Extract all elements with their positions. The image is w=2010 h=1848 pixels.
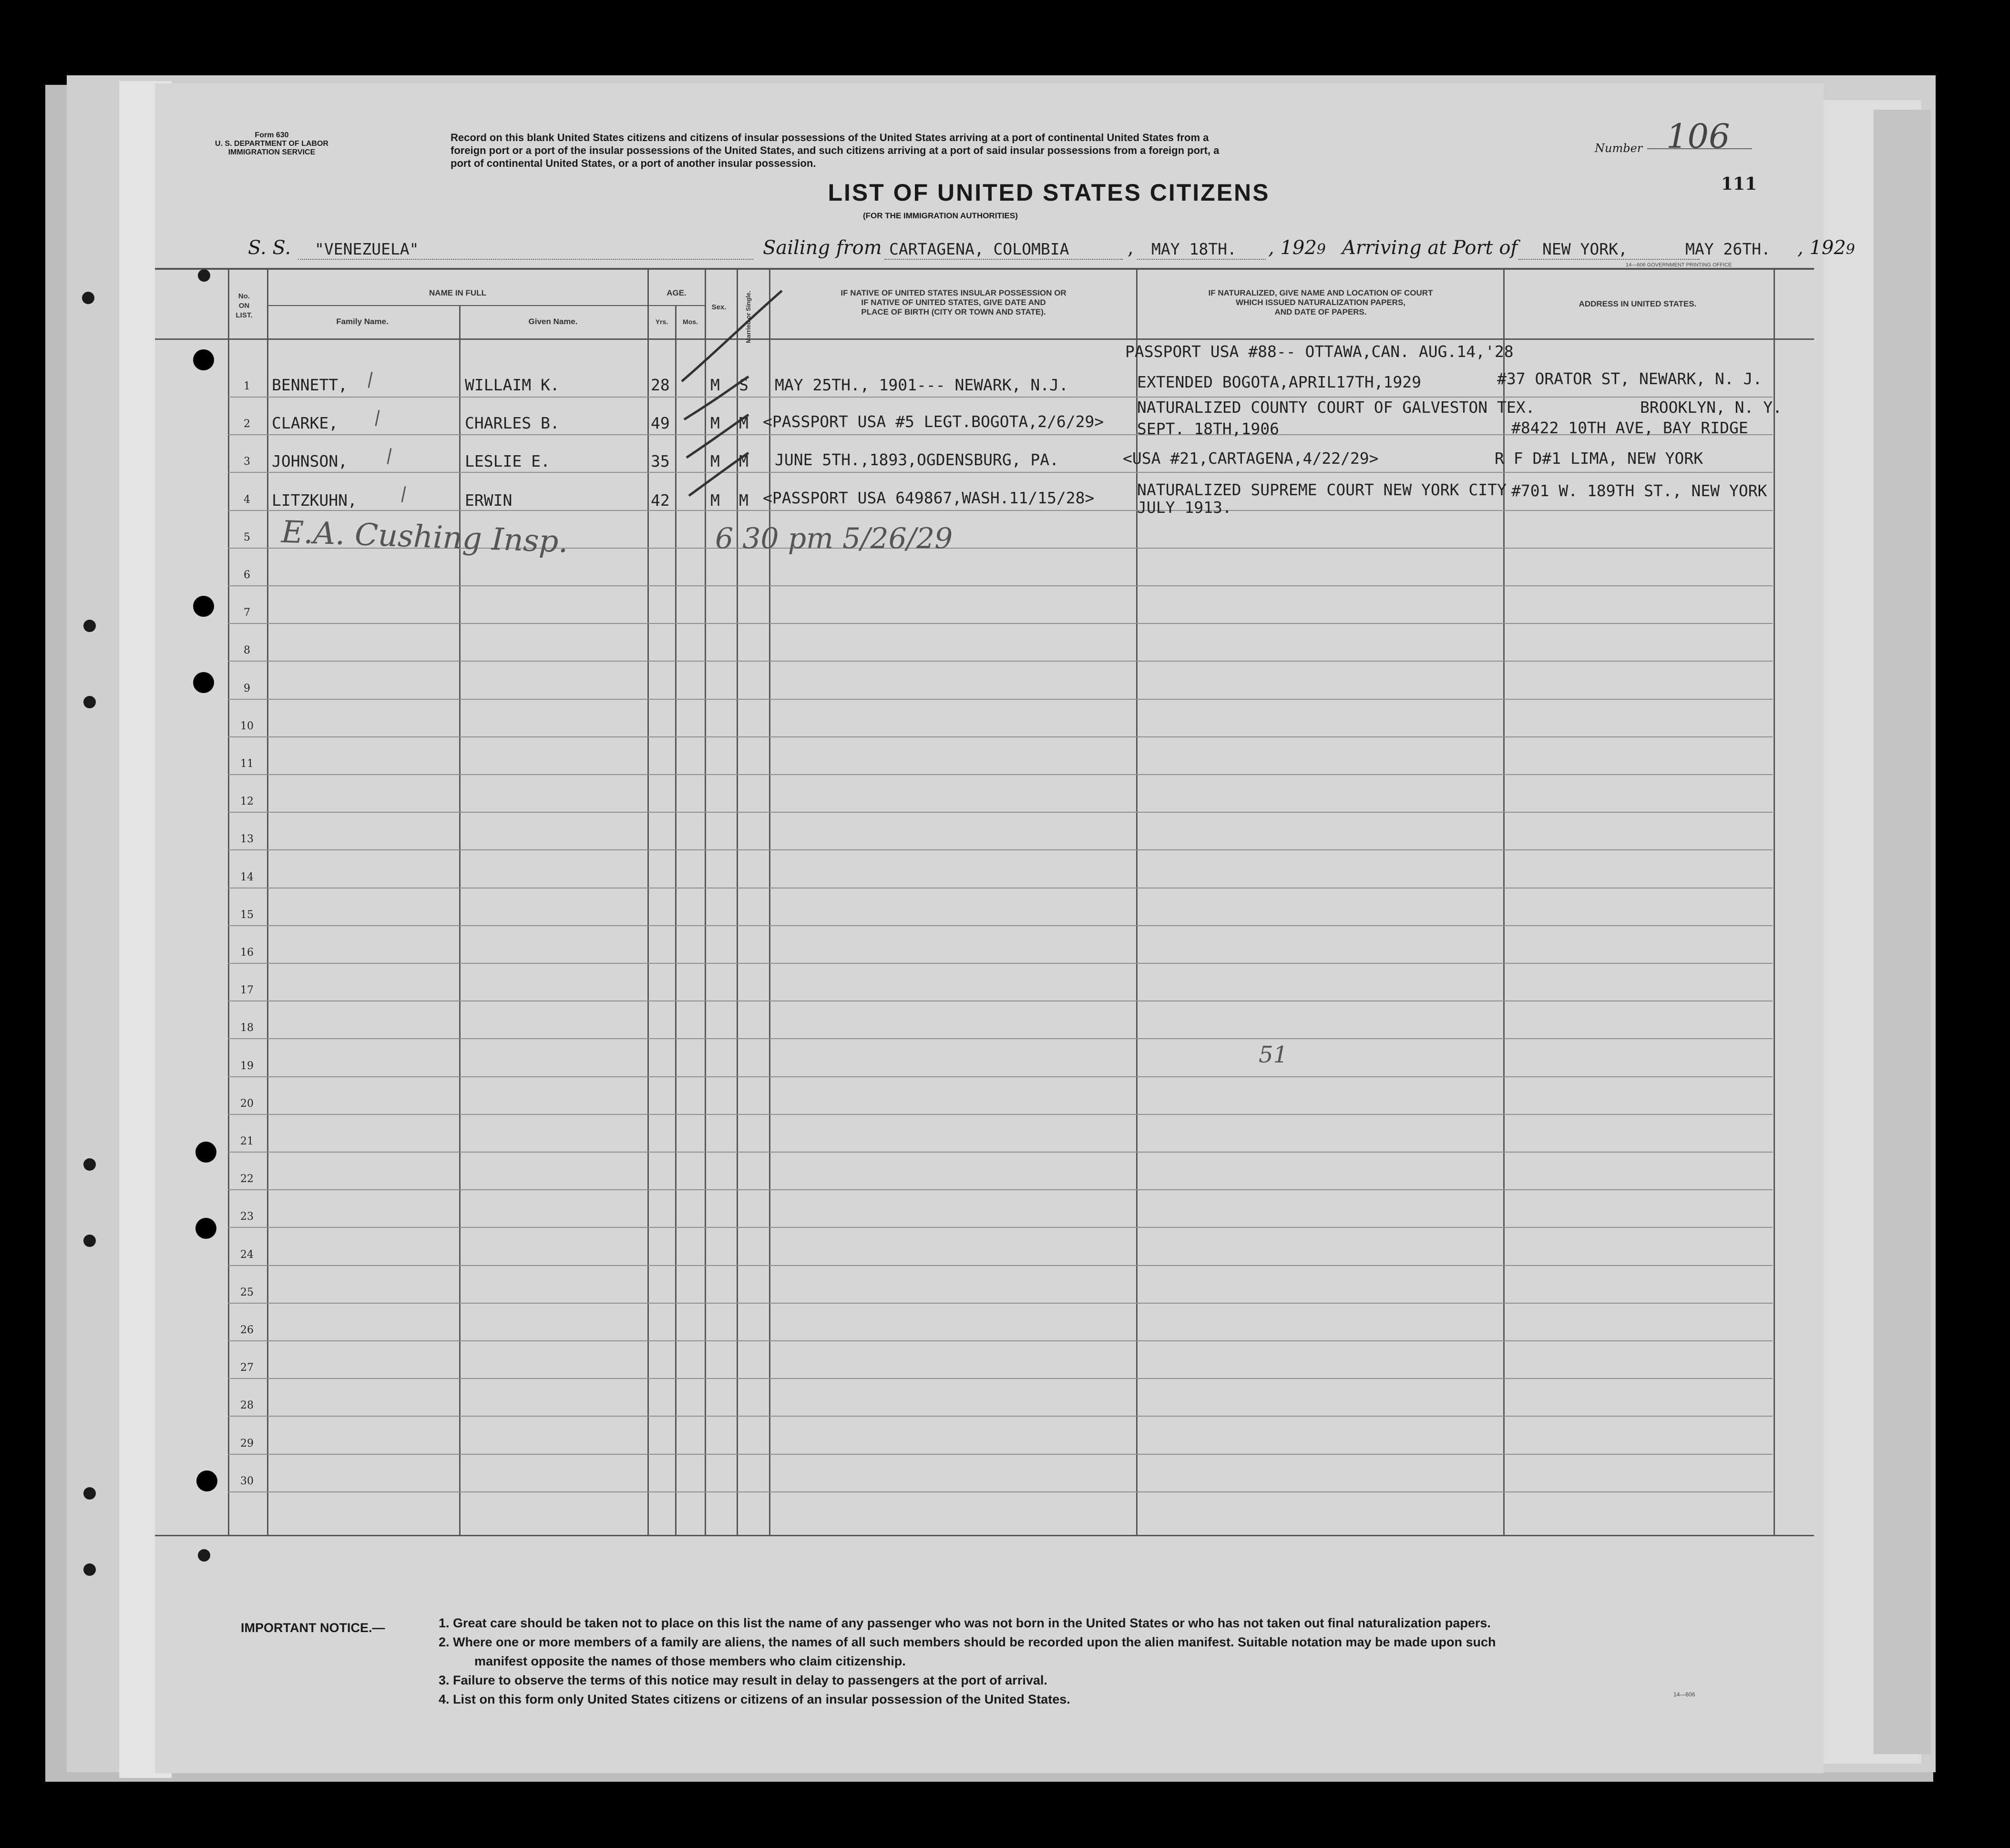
row3-age: 35	[651, 452, 670, 470]
row-line	[228, 963, 1773, 964]
row-number: 29	[240, 1437, 254, 1450]
row3-sex: M	[710, 452, 720, 470]
notice-item-3: 3. Failure to observe the terms of this notice may result in delay to passengers at the port of arrival.	[439, 1673, 1047, 1687]
row4-birth: <PASSPORT USA 649867,WASH.11/15/28>	[763, 489, 1095, 507]
row-number: 10	[240, 720, 254, 732]
notice-heading: IMPORTANT NOTICE.—	[241, 1621, 385, 1635]
row-line	[228, 1454, 1773, 1455]
header-birth: IF NATIVE OF UNITED STATES INSULAR POSSESSION OR IF NATIVE OF UNITED STATES, GIVE DATE AND PLACE OF BIRTH (CITY OR TOWN AND STATE).	[841, 288, 1067, 317]
row1-age: 28	[651, 376, 670, 394]
row1-birth: MAY 25TH., 1901--- NEWARK, N.J.	[775, 376, 1068, 394]
row3-address: R F D#1 LIMA, NEW YORK	[1495, 449, 1703, 468]
binder-hole	[193, 596, 214, 617]
row-line	[228, 1189, 1773, 1190]
row2-birth: <PASSPORT USA #5 LEGT.BOGOTA,2/6/29>	[763, 412, 1104, 431]
row-line	[228, 774, 1773, 775]
sailing-date: MAY 18TH.	[1151, 240, 1237, 258]
header-sex: Sex.	[711, 303, 727, 311]
row-line	[228, 1340, 1773, 1341]
row3-given-name: LESLIE E.	[465, 452, 550, 470]
arrival-port: NEW YORK,	[1542, 240, 1628, 258]
row-line	[228, 585, 1773, 586]
row-number: 16	[240, 947, 254, 959]
row1-sex: M	[710, 376, 720, 394]
ss-label: S. S.	[248, 237, 291, 259]
printer-code-bottom: 14—606	[1673, 1691, 1695, 1698]
row4-address: #701 W. 189TH ST., NEW YORK	[1511, 481, 1767, 500]
row4-marital: M	[739, 491, 749, 510]
sailing-label: Sailing from	[763, 237, 882, 259]
binder-hole	[193, 349, 214, 370]
row4-family-name: LITZKUHN,	[272, 491, 357, 510]
binder-hole	[196, 1470, 217, 1491]
row-number: 3	[244, 456, 250, 468]
row-number: 6	[244, 569, 250, 581]
inspector-signature: E.A. Cushing Insp.	[280, 514, 569, 560]
row-number: 26	[240, 1324, 254, 1336]
page-title: LIST OF UNITED STATES CITIZENS	[828, 179, 1270, 206]
row3-naturalization: <USA #21,CARTAGENA,4/22/29>	[1123, 449, 1379, 468]
row3-family-name: JOHNSON,	[272, 452, 348, 470]
row3-marital: M	[739, 452, 749, 470]
row1-family-name: BENNETT,	[272, 376, 348, 394]
row-line	[228, 623, 1773, 624]
row3-birth: JUNE 5TH.,1893,OGDENSBURG, PA.	[775, 450, 1059, 469]
arrival-year-full: , 1929	[1797, 237, 1855, 259]
row-number: 17	[240, 984, 254, 997]
row-line	[228, 510, 1773, 511]
row-number: 8	[244, 644, 250, 657]
number-value: 106	[1666, 117, 1730, 156]
row-line	[228, 1303, 1773, 1304]
row-number: 1	[244, 380, 250, 392]
row-line	[228, 849, 1773, 850]
row-line	[228, 1416, 1773, 1417]
row-number: 28	[240, 1399, 254, 1412]
number-label: Number	[1595, 142, 1643, 155]
row-line	[228, 736, 1773, 737]
sailing-year: , 1929	[1268, 237, 1326, 259]
row-line	[228, 397, 1773, 398]
row-line	[228, 1076, 1773, 1077]
printer-code-top: 14—606 GOVERNMENT PRINTING OFFICE	[1626, 262, 1732, 268]
notice-item-1: 1. Great care should be taken not to place on this list the name of any passenger who was not born in the United States or who has not taken out final naturalization papers.	[439, 1616, 1491, 1630]
row2-address-city: BROOKLYN, N. Y.	[1640, 398, 1783, 417]
row2-given-name: CHARLES B.	[465, 414, 560, 432]
binder-hole-small	[83, 696, 96, 708]
binder-hole	[193, 672, 214, 693]
row-number: 25	[240, 1286, 254, 1298]
row4-naturalization: NATURALIZED SUPREME COURT NEW YORK CITY	[1137, 480, 1507, 499]
comma: ,	[1128, 237, 1134, 259]
row-number: 27	[240, 1362, 254, 1374]
pen-strokes	[677, 281, 791, 510]
binder-hole-small	[83, 1235, 96, 1247]
header-no: No. ON LIST.	[236, 292, 253, 319]
sailing-date-line	[1137, 259, 1266, 260]
row1-address: #37 ORATOR ST, NEWARK, N. J.	[1497, 369, 1763, 388]
row2-family-name: CLARKE,	[272, 414, 338, 432]
page-subtitle: (FOR THE IMMIGRATION AUTHORITIES)	[863, 211, 1018, 220]
row-number: 9	[244, 682, 250, 694]
binder-hole	[195, 1142, 216, 1163]
notice-item-2: 2. Where one or more members of a family are aliens, the names of all such members should be recorded upon the alien manifest. Suitable notation may be made upon such	[439, 1635, 1496, 1649]
page-number: 111	[1721, 174, 1757, 194]
row1-given-name: WILLAIM K.	[465, 376, 560, 394]
header-name-in-full: NAME IN FULL	[429, 288, 486, 297]
notice-item-2b: manifest opposite the names of those members who claim citizenship.	[474, 1654, 906, 1668]
row-number: 23	[240, 1211, 254, 1223]
row-line	[228, 661, 1773, 662]
binder-hole-small	[198, 1549, 210, 1562]
row-line	[228, 472, 1773, 473]
row2-marital: M	[739, 414, 749, 432]
row-line	[228, 1378, 1773, 1379]
sailing-port: CARTAGENA, COLOMBIA	[889, 240, 1069, 258]
header-age: AGE.	[667, 288, 687, 297]
arrival-port-line	[1518, 259, 1700, 260]
binder-hole	[195, 1218, 216, 1239]
row-number: 20	[240, 1097, 254, 1110]
row2-sex: M	[710, 414, 720, 432]
header-yrs: Yrs.	[655, 318, 668, 326]
arrival-date: MAY 26TH.	[1685, 240, 1771, 258]
row-number: 19	[240, 1060, 254, 1072]
row4-sex: M	[710, 491, 720, 510]
binder-hole-small	[83, 1158, 96, 1171]
row-number: 15	[240, 909, 254, 921]
row2-naturalization-date: SEPT. 18TH,1906	[1137, 419, 1280, 438]
row-number: 4	[244, 493, 250, 506]
binder-hole-small	[83, 1487, 96, 1500]
row1-naturalization: EXTENDED BOGOTA,APRIL17TH,1929	[1137, 373, 1422, 391]
stamp-number: 51	[1259, 1041, 1288, 1068]
row-line	[228, 1227, 1773, 1228]
paper-stack-right-edge	[1874, 110, 1931, 1754]
ship-name: "VENEZUELA"	[315, 240, 419, 258]
header-given-name: Given Name.	[528, 317, 578, 326]
row-line	[228, 1265, 1773, 1266]
row-line	[228, 1038, 1773, 1039]
manifest-sheet	[155, 83, 1855, 1773]
binder-hole-small	[83, 620, 96, 632]
intro-line-2: foreign port or a port of the insular possessions of the United States, and such citizens arriving at a port of said insular possessions from a foreign port, a	[451, 144, 1220, 156]
row2-address: #8422 10TH AVE, BAY RIDGE	[1511, 419, 1748, 437]
row-number: 5	[244, 531, 250, 543]
row-line	[228, 1114, 1773, 1115]
notice-item-4: 4. List on this form only United States citizens or citizens of an insular possession of the United States.	[439, 1692, 1070, 1706]
row-number: 18	[240, 1022, 254, 1034]
header-family-name: Family Name.	[336, 317, 389, 326]
row-line	[228, 1152, 1773, 1153]
row1-naturalization-prefix: PASSPORT USA #88-- OTTAWA,CAN. AUG.14,'28	[1125, 342, 1514, 361]
department-name: U. S. DEPARTMENT OF LABOR	[215, 140, 328, 148]
service-name: IMMIGRATION SERVICE	[228, 148, 316, 156]
row-number: 24	[240, 1248, 254, 1261]
row-line	[228, 925, 1773, 926]
header-married-single: Married or Single.	[745, 291, 752, 343]
row2-naturalization: NATURALIZED COUNTY COURT OF GALVESTON TEX.	[1137, 398, 1535, 417]
row-number: 12	[240, 796, 254, 808]
inspection-time: 6 30 pm 5/26/29	[715, 522, 953, 555]
row-number: 13	[240, 833, 254, 846]
row-number: 22	[240, 1173, 254, 1185]
row1-marital: S	[739, 376, 749, 394]
row-number: 2	[244, 418, 250, 430]
row-line	[228, 812, 1773, 813]
binder-hole-small	[83, 1563, 96, 1576]
row4-naturalization-date: JULY 1913.	[1137, 498, 1232, 517]
binder-hole-small	[198, 269, 210, 282]
row-line	[228, 699, 1773, 700]
intro-line-3: port of continental United States, or a port of another insular possession.	[451, 157, 816, 169]
header-address: ADDRESS IN UNITED STATES.	[1579, 299, 1697, 308]
row4-age: 42	[651, 491, 670, 510]
ship-line	[298, 259, 753, 260]
header-naturalized: IF NATURALIZED, GIVE NAME AND LOCATION OF COURT WHICH ISSUED NATURALIZATION PAPERS, AND DATE OF PAPERS.	[1208, 288, 1433, 317]
binder-hole-small	[82, 292, 94, 304]
row-number: 21	[240, 1135, 254, 1147]
row-line	[228, 1491, 1773, 1492]
arriving-label: Arriving at Port of	[1342, 237, 1518, 259]
sailing-port-line	[884, 259, 1123, 260]
header-mos: Mos.	[683, 318, 698, 326]
intro-line-1: Record on this blank United States citizens and citizens of insular possessions of the United States arriving at a port of continental United States from a	[451, 132, 1209, 143]
row-number: 7	[244, 607, 250, 619]
form-number: Form 630	[255, 131, 289, 139]
row-number: 30	[240, 1475, 254, 1487]
row-number: 14	[240, 871, 254, 883]
row2-age: 49	[651, 414, 670, 432]
row-number: 11	[240, 758, 254, 770]
row4-given-name: ERWIN	[465, 491, 513, 510]
